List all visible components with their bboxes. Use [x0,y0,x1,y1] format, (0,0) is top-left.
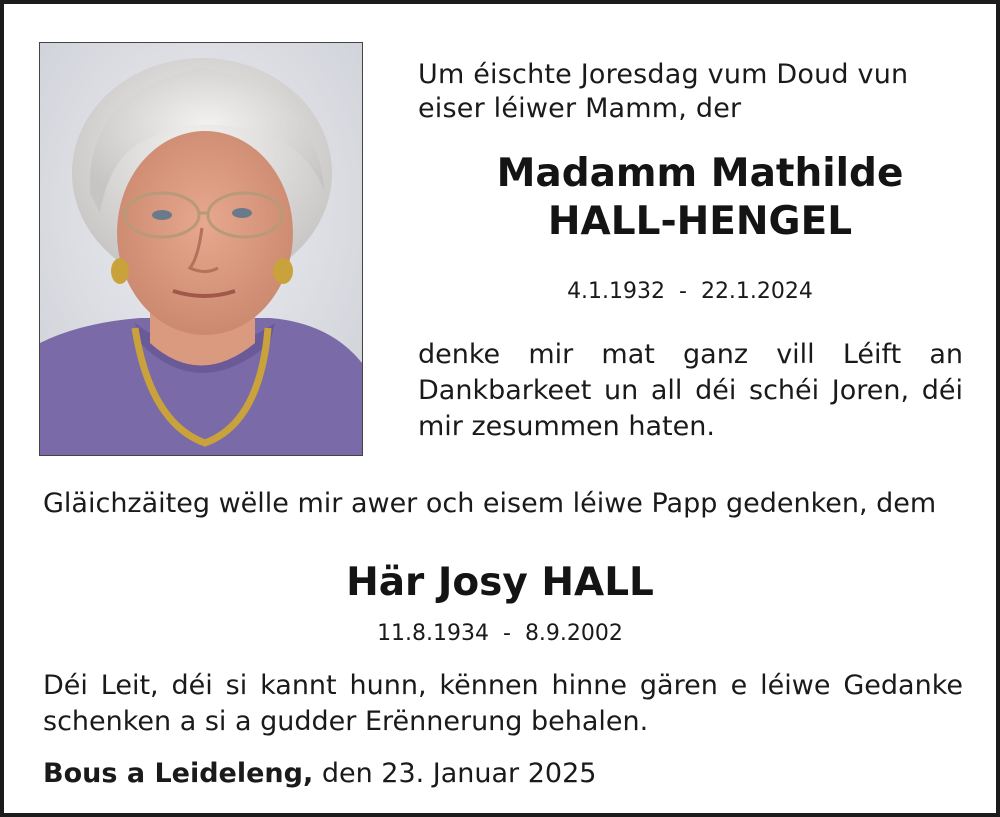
intro-line-1: Um éischte Joresdag vum Doud vun [418,59,909,90]
closing-line [43,756,963,792]
intro-text [418,58,963,126]
deceased-name-mother [400,150,1000,246]
mother-name-line-2: HALL-HENGEL [547,199,853,244]
intro-line-2: eiser léiwer Mamm, der [418,93,742,124]
father-life-dates: 11.8.1934 - 8.9.2002 [377,621,623,646]
closing-date: den 23. Januar 2025 [313,758,597,789]
remembrance-paragraph: denke mir mat ganz vill Léift an Dankbarkeet un all déi schéi Joren, déi mir zesummen haten. [418,339,963,442]
deceased-name-father: Här Josy HALL [346,560,654,605]
mother-life-dates: 4.1.1932 - 22.1.2024 [567,279,813,304]
portrait-photo [39,42,363,456]
mother-name-line-1: Madamm Mathilde [496,151,904,196]
father-intro-paragraph: Gläichzäiteg wëlle mir awer och eisem léiwe Papp gedenken, dem [43,488,937,519]
closing-place: Bous a Leideleng, [43,758,314,789]
invitation-paragraph: Déi Leit, déi si kannt hunn, kënnen hinne gären e léiwe Gedanke schenken a si a gudder Erënnerung behalen. [43,670,963,737]
